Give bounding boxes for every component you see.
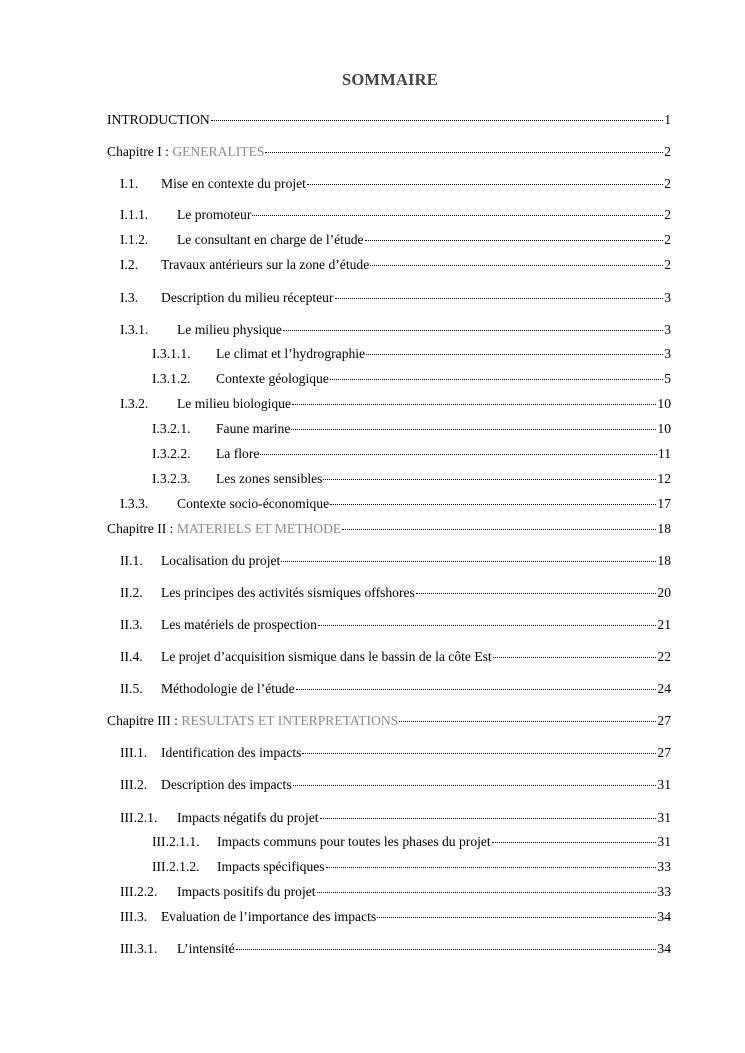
toc-entry-number: III.2.1.1.	[152, 834, 200, 849]
toc-entry-title	[107, 713, 398, 729]
toc-entry-title: Description des impacts	[161, 777, 292, 792]
toc-entry-title: Les matériels de prospection	[161, 617, 317, 632]
toc-entry-title: Les principes des activités sismiques offshores	[161, 585, 415, 600]
toc-leader	[370, 265, 663, 266]
toc-page-number: 22	[657, 649, 671, 664]
toc-entry-number: II.2.	[120, 585, 143, 600]
toc-leader	[399, 721, 656, 722]
chapter-name: RESULTATS ET INTERPRETATIONS	[181, 713, 399, 728]
toc-page-number: 10	[657, 421, 671, 436]
toc-entry-title: Les zones sensibles	[216, 471, 323, 486]
toc-entry-title: Méthodologie de l’étude	[161, 681, 295, 696]
toc-entry-i-2[interactable]	[120, 257, 671, 273]
toc-leader	[302, 753, 656, 754]
toc-entry-title: Impacts communs pour toutes les phases du projet	[217, 834, 491, 849]
toc-page-number: 2	[664, 232, 671, 247]
toc-entry-i-1-1[interactable]	[120, 207, 671, 223]
toc-entry-title: Le projet d’acquisition sismique dans le bassin de la côte Est	[161, 649, 492, 664]
toc-leader	[236, 949, 657, 950]
toc-entry-i-1-2[interactable]	[120, 232, 671, 248]
toc-entry-ii-5[interactable]	[120, 681, 671, 697]
toc-page-number: 24	[657, 681, 671, 696]
toc-entry-title: Le promoteur	[177, 207, 252, 222]
toc-leader	[330, 504, 656, 505]
toc-page-number: 2	[664, 144, 671, 159]
toc-leader	[492, 842, 657, 843]
toc-entry-number: I.3.2.	[120, 396, 149, 411]
toc-page-number: 31	[657, 810, 671, 825]
toc-page-number: 20	[657, 585, 671, 600]
toc-entry-number: III.2.	[120, 777, 148, 792]
toc-entry-title: Le consultant en charge de l’étude	[177, 232, 364, 247]
toc-page-number: 34	[657, 909, 671, 924]
toc-entry-i-3-2-3[interactable]	[152, 471, 671, 487]
toc-leader	[265, 152, 663, 153]
toc-entry-ii-1[interactable]	[120, 553, 671, 569]
toc-page-number: 3	[664, 346, 671, 361]
toc-entry-number: III.2.1.	[120, 810, 158, 825]
toc-entry-title: Description du milieu récepteur	[161, 290, 334, 305]
toc-entry-number: I.3.3.	[120, 496, 149, 511]
toc-page-number: 21	[657, 617, 671, 632]
toc-entry-number: I.1.1.	[120, 207, 149, 222]
toc-leader	[330, 379, 663, 380]
toc-entry-number: I.3.	[120, 290, 139, 305]
toc-entry-number: I.1.2.	[120, 232, 149, 247]
toc-entry-title: Impacts négatifs du projet	[177, 810, 319, 825]
toc-entry-ii-2[interactable]	[120, 585, 671, 601]
toc-entry-number: II.4.	[120, 649, 143, 664]
toc-page-number: 34	[657, 941, 671, 956]
toc-entry-number: I.3.2.3.	[152, 471, 191, 486]
toc-leader	[365, 240, 664, 241]
toc-leader	[366, 354, 663, 355]
toc-entry-ii-4[interactable]	[120, 649, 671, 665]
toc-entry-number: III.3.	[120, 909, 148, 924]
toc-leader	[292, 404, 656, 405]
chapter-prefix: Chapitre I :	[107, 144, 173, 159]
toc-page-number: 18	[657, 521, 671, 536]
toc-entry-iii-2-2[interactable]	[120, 884, 671, 900]
toc-entry-number: III.2.2.	[120, 884, 158, 899]
toc-page-number: 2	[664, 207, 671, 222]
toc-page-number: 27	[657, 713, 671, 728]
toc-entry-title: Impacts spécifiques	[217, 859, 325, 874]
toc-leader	[493, 657, 657, 658]
chapter-name: MATERIELS ET METHODE	[176, 521, 342, 536]
toc-entry-title: Impacts positifs du projet	[177, 884, 316, 899]
toc-entry-chapitre-3[interactable]	[107, 713, 671, 729]
toc-page-number: 33	[657, 859, 671, 874]
toc-page-number: 2	[664, 257, 671, 272]
toc-entry-title	[107, 144, 264, 160]
toc-page-number: 11	[657, 446, 671, 461]
toc-entry-number: I.3.1.2.	[152, 371, 191, 386]
toc-entry-title: Faune marine	[216, 421, 291, 436]
toc-entry-title: Contexte socio-économique	[177, 496, 330, 511]
toc-entry-i-1[interactable]	[120, 176, 671, 192]
toc-entry-number: I.3.1.1.	[152, 346, 191, 361]
toc-leader	[252, 215, 663, 216]
toc-entry-number: I.3.2.2.	[152, 446, 191, 461]
toc-entry-ii-3[interactable]	[120, 617, 671, 633]
toc-page-number: 33	[657, 884, 671, 899]
toc-leader	[293, 785, 657, 786]
toc-entry-number: I.3.2.1.	[152, 421, 191, 436]
toc-page-number: 12	[657, 471, 671, 486]
toc-leader	[211, 120, 664, 121]
toc-page-number: 10	[657, 396, 671, 411]
toc-entry-iii-2-1-1[interactable]	[152, 834, 671, 850]
toc-entry-number: II.3.	[120, 617, 143, 632]
toc-leader	[335, 298, 664, 299]
toc-leader	[283, 330, 663, 331]
toc-entry-iii-3-1[interactable]	[120, 941, 671, 957]
chapter-prefix: Chapitre II :	[107, 521, 177, 536]
toc-entry-iii-2[interactable]	[120, 777, 671, 793]
toc-page-number: 1	[664, 112, 671, 127]
toc-page-number: 31	[657, 834, 671, 849]
toc-leader	[320, 818, 657, 819]
toc-entry-number: II.5.	[120, 681, 143, 696]
toc-entry-title: Localisation du projet	[161, 553, 281, 568]
toc-entry-title: Travaux antérieurs sur la zone d’étude	[161, 257, 370, 272]
toc-entry-i-3-1-1[interactable]	[152, 346, 671, 362]
toc-entry-i-3[interactable]	[120, 290, 671, 306]
toc-entry-iii-2-1-2[interactable]	[152, 859, 671, 875]
toc-page-number: 31	[657, 777, 671, 792]
toc-entry-iii-3[interactable]	[120, 909, 671, 925]
toc-entry-number: II.1.	[120, 553, 143, 568]
toc-entry-title: La flore	[216, 446, 260, 461]
toc-entry-title: Le milieu physique	[177, 322, 282, 337]
toc-leader	[318, 625, 657, 626]
toc-entry-chapitre-2[interactable]	[107, 521, 671, 537]
toc-entry-i-3-1-2[interactable]	[152, 371, 671, 387]
toc-entry-introduction[interactable]	[107, 112, 671, 128]
toc-leader	[317, 892, 657, 893]
toc-leader	[416, 593, 657, 594]
toc-leader	[377, 917, 656, 918]
toc-entry-iii-2-1[interactable]	[120, 810, 671, 826]
toc-entry-number: I.1.	[120, 176, 139, 191]
toc-leader	[296, 689, 657, 690]
toc-leader	[326, 867, 657, 868]
toc-entry-title	[107, 521, 341, 537]
toc-entry-number: III.1.	[120, 745, 148, 760]
toc-entry-i-3-2[interactable]	[120, 396, 671, 412]
toc-entry-title: Contexte géologique	[216, 371, 329, 386]
toc-entry-title: Identification des impacts	[161, 745, 302, 760]
toc-entry-i-3-3[interactable]	[120, 496, 671, 512]
toc-entry-i-3-2-2[interactable]	[152, 446, 671, 462]
chapter-name: GENERALITES	[172, 144, 265, 159]
toc-leader	[342, 529, 656, 530]
toc-entry-number: I.3.1.	[120, 322, 149, 337]
toc-leader	[291, 429, 656, 430]
toc-entry-number: III.2.1.2.	[152, 859, 200, 874]
toc-entry-title: Le milieu biologique	[177, 396, 292, 411]
toc-leader	[281, 561, 656, 562]
toc-page-number: 17	[657, 496, 671, 511]
toc-leader	[307, 184, 663, 185]
toc-entry-number: I.2.	[120, 257, 139, 272]
toc-entry-iii-1[interactable]	[120, 745, 671, 761]
toc-entry-number: III.3.1.	[120, 941, 158, 956]
chapter-prefix: Chapitre III :	[107, 713, 182, 728]
page-title: SOMMAIRE	[341, 70, 439, 89]
toc-leader	[260, 454, 657, 455]
toc-page-number: 3	[664, 290, 671, 305]
toc-entry-title: Evaluation de l’importance des impacts	[161, 909, 377, 924]
toc-page-number: 27	[657, 745, 671, 760]
toc-page-number: 2	[664, 176, 671, 191]
toc-entry-title: Le climat et l’hydrographie	[216, 346, 366, 361]
toc-page-number: 5	[664, 371, 671, 386]
toc-entry-i-3-1[interactable]	[120, 322, 671, 338]
toc-page-number: 18	[657, 553, 671, 568]
toc-entry-title: Mise en contexte du projet	[161, 176, 306, 191]
toc-entry-title: L’intensité	[177, 941, 235, 956]
toc-page-number: 3	[664, 322, 671, 337]
toc-entry-chapitre-1[interactable]	[107, 144, 671, 160]
toc-leader	[323, 479, 656, 480]
toc-entry-i-3-2-1[interactable]	[152, 421, 671, 437]
toc-entry-title: INTRODUCTION	[107, 112, 210, 127]
